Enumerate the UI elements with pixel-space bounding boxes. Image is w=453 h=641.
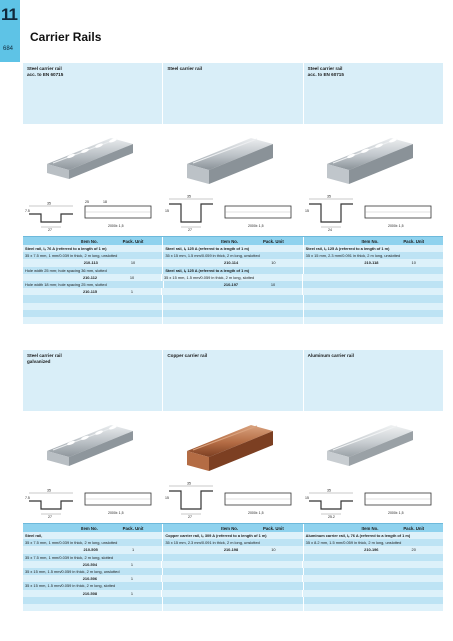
item-cell <box>164 281 303 288</box>
pack-unit: 1 <box>130 576 134 582</box>
description-cell <box>304 554 443 561</box>
item-no-header: Item No. <box>361 238 379 244</box>
product-image-cell <box>163 124 303 236</box>
product-header <box>163 63 303 124</box>
page-title: Carrier Rails <box>30 30 102 44</box>
rail-drawing <box>165 192 297 232</box>
dimension-height: 15 <box>305 209 309 213</box>
item-cell <box>163 546 303 553</box>
product-finish: galvanized <box>27 359 51 364</box>
description-cell: 35 x 7.5 mm, 1 mm/0.039 in thick, 2 m long, slotted <box>23 554 163 561</box>
description-cell <box>304 310 443 317</box>
dimension-hole: 18 <box>103 200 107 204</box>
table-row <box>23 245 443 252</box>
item-cell <box>23 288 162 295</box>
table-row <box>23 568 443 575</box>
dimension-inner: 27 <box>188 515 192 519</box>
item-number: 210-197 <box>223 281 239 287</box>
rail-drawing <box>25 192 157 232</box>
dimension-width: 35 <box>47 488 51 493</box>
pack-unit-header: Pack. Unit <box>122 525 144 531</box>
dimension-length: 2000± 1,5 <box>388 511 404 515</box>
description-cell: Steel rail, Iₛ 76 A (referred to a length of 1 m) <box>23 245 163 252</box>
item-cell <box>23 259 163 266</box>
item-cell <box>23 575 162 582</box>
item-cell <box>304 546 443 553</box>
product-table <box>23 245 443 324</box>
dimension-height: 7.5 <box>25 496 30 500</box>
description-cell: Copper carrier rail, Iₛ 309 A (referred to a length of 1 m) <box>163 532 303 539</box>
product-image-row <box>23 124 443 236</box>
product-standard: acc. to EN 60715 <box>27 72 64 77</box>
item-cell <box>23 546 163 553</box>
item-number: 210-118 <box>364 260 379 266</box>
rail-photo <box>181 417 277 473</box>
item-number: 210-113 <box>83 260 98 266</box>
item-cell <box>23 274 162 281</box>
description-cell: Hole width 25 mm; hole spacing 36 mm, slotted <box>23 267 163 274</box>
description-cell <box>163 295 303 302</box>
description-cell <box>162 561 303 568</box>
rail-photo <box>321 130 417 186</box>
pack-unit-header: Pack. Unit <box>262 525 284 531</box>
table-row <box>23 317 443 324</box>
description-cell: Steel rail, Iₛ 125 A (referred to a length of 1 m) <box>163 245 303 252</box>
product-header <box>23 63 163 124</box>
product-image-cell <box>303 124 443 236</box>
item-number: 210-112 <box>82 274 98 280</box>
table-row <box>23 539 443 546</box>
pack-unit: 1 <box>130 561 134 567</box>
description-cell: Hole width 18 mm; hole spacing 25 mm, slotted <box>23 281 164 288</box>
item-number: 210-505 <box>83 547 98 553</box>
pack-unit: 10 <box>270 281 276 287</box>
table-row <box>23 554 443 561</box>
product-header <box>304 350 443 411</box>
dimension-inner: 24 <box>328 228 332 232</box>
description-cell <box>303 288 443 295</box>
product-image-cell <box>303 411 443 523</box>
pack-unit: 1 <box>130 289 134 295</box>
pack-unit: 20 <box>411 547 416 553</box>
product-image-row <box>23 411 443 523</box>
profile-outline <box>309 204 353 222</box>
product-standard: acc. to EN 60715 <box>307 72 344 77</box>
product-table <box>23 532 443 611</box>
description-cell <box>304 597 443 604</box>
description-cell: 35 x 15 mm, 1.5 mm/0.059 in thick, 2 m long, slotted <box>23 582 163 589</box>
product-name: Steel carrier rail <box>307 66 343 71</box>
description-cell <box>23 303 163 310</box>
product-section-1 <box>23 63 443 324</box>
table-row <box>23 274 443 281</box>
item-no-header: Item No. <box>80 238 98 244</box>
dimension-width: 35 <box>47 201 51 206</box>
description-cell <box>304 267 443 274</box>
product-name: Steel carrier rail <box>27 353 62 358</box>
dimension-height: 15 <box>305 496 309 500</box>
rail-photo <box>41 417 137 473</box>
description-cell: 35 x 8.2 mm, 1.5 mm/0.059 in thick, 2 m long, unslotted <box>305 540 402 546</box>
description-cell: Steel rail, <box>23 532 163 539</box>
profile-outline <box>169 491 213 509</box>
pack-unit-header: Pack. Unit <box>403 525 425 531</box>
dimension-length: 2000± 1,5 <box>108 511 124 515</box>
dimension-height: 7.5 <box>25 209 30 213</box>
rail-photo <box>181 130 277 186</box>
rail-drawing <box>305 479 437 519</box>
description-cell: Aluminum carrier rail, Iₛ 76 A (referred to a length of 1 m) <box>305 533 411 538</box>
dimension-height: 15 <box>165 496 169 500</box>
product-header <box>304 63 443 124</box>
table-row <box>23 532 443 539</box>
description-cell <box>163 317 303 324</box>
description-cell <box>304 604 443 611</box>
description-cell <box>162 590 303 597</box>
item-number: 210-114 <box>224 260 239 266</box>
dimension-length: 2000± 1,5 <box>248 511 264 515</box>
table-row <box>23 288 443 295</box>
item-number: 210-504 <box>82 561 98 567</box>
dimension-width: 35 <box>327 488 331 493</box>
item-no-header: Item No. <box>221 525 239 531</box>
pack-unit-header: Pack. Unit <box>122 238 144 244</box>
item-cell <box>23 590 162 597</box>
pack-unit: 10 <box>271 547 276 553</box>
pack-unit: 10 <box>129 274 135 280</box>
item-number: 210-196 <box>364 547 379 553</box>
dimension-inner: 27 <box>48 228 52 232</box>
product-header <box>163 350 303 411</box>
description-cell <box>304 295 443 302</box>
rail-drawing <box>165 479 297 519</box>
description-cell <box>163 568 303 575</box>
description-cell <box>162 288 303 295</box>
product-name: Steel carrier rail <box>27 66 62 71</box>
item-number: 210-198 <box>223 547 239 553</box>
table-row <box>23 546 443 553</box>
table-row <box>23 590 443 597</box>
product-image-cell <box>163 411 303 523</box>
dimension-length: 2000± 1,5 <box>388 224 404 228</box>
description-cell: 35 x 15 mm, 1.5 mm/0.059 in thick, 2 m long, unslotted <box>163 252 303 259</box>
table-row <box>23 281 443 288</box>
rail-drawing <box>305 192 437 232</box>
product-image-cell <box>23 124 163 236</box>
description-cell <box>162 575 303 582</box>
description-cell <box>163 310 303 317</box>
item-no-header: Item No. <box>80 525 98 531</box>
column-header-row <box>23 236 443 245</box>
table-row <box>23 252 443 259</box>
product-name: Copper carrier rail <box>167 353 208 358</box>
product-name: Steel carrier rail <box>167 66 203 71</box>
table-row <box>23 259 443 266</box>
item-number: 210-506 <box>82 576 98 582</box>
product-header <box>23 350 163 411</box>
dimension-length: 2000± 1,5 <box>108 224 124 228</box>
rail-photo <box>41 130 137 186</box>
item-number: 210-115 <box>82 289 98 295</box>
item-no-header: Item No. <box>361 525 379 531</box>
description-cell <box>304 582 443 589</box>
description-cell <box>23 317 163 324</box>
rail-photo <box>321 417 417 473</box>
description-cell <box>163 597 303 604</box>
description-cell <box>304 568 443 575</box>
description-cell <box>23 597 163 604</box>
description-cell <box>304 303 443 310</box>
table-row <box>23 267 443 274</box>
table-row <box>23 597 443 604</box>
description-cell <box>303 281 443 288</box>
table-row <box>23 295 443 302</box>
pack-unit: 10 <box>271 260 276 266</box>
description-cell: Steel rail, Iₛ 125 A (referred to a length of 1 m) <box>305 246 390 251</box>
dimension-slot: 25 <box>85 200 89 204</box>
description-cell <box>23 310 163 317</box>
item-cell <box>304 259 443 266</box>
rail-drawing <box>25 479 157 519</box>
table-row <box>23 575 443 582</box>
pack-unit: 1 <box>130 590 134 596</box>
description-cell <box>23 295 163 302</box>
dimension-inner: 27 <box>48 515 52 519</box>
description-cell <box>303 561 443 568</box>
dimension-width: 35 <box>327 194 331 199</box>
dimension-inner: 27 <box>188 228 192 232</box>
description-cell <box>303 575 443 582</box>
description-cell: 35 x 7.5 mm, 1 mm/0.039 in thick, 2 m long, unslotted <box>23 252 163 259</box>
pack-unit: 1 <box>131 547 135 553</box>
product-header-row <box>23 350 443 411</box>
item-cell <box>23 561 162 568</box>
pack-unit-header: Pack. Unit <box>262 238 284 244</box>
dimension-width: 35 <box>187 481 191 486</box>
pack-unit: 10 <box>411 260 416 266</box>
item-number: 210-508 <box>82 590 98 596</box>
chapter-number: 11 <box>1 5 17 24</box>
table-row <box>23 582 443 589</box>
product-section-2 <box>23 350 443 611</box>
description-cell: 35 x 15 mm, 2.3 mm/0.091 in thick, 2 m long, unslotted <box>305 253 401 259</box>
item-no-header: Item No. <box>221 238 239 244</box>
description-cell: 35 x 7.5 mm, 1 mm/0.039 in thick, 2 m long, unslotted <box>23 539 163 546</box>
item-cell <box>163 259 303 266</box>
description-cell <box>304 317 443 324</box>
product-name: Aluminum carrier rail <box>307 353 354 358</box>
description-cell: 35 x 15 mm, 1.5 mm/0.059 in thick, 2 m long, unslotted <box>23 568 163 575</box>
description-cell <box>163 604 303 611</box>
profile-outline <box>309 501 353 509</box>
dimension-inner: 25.2 <box>328 515 335 519</box>
description-cell <box>163 303 303 310</box>
product-image-cell <box>23 411 163 523</box>
profile-outline <box>169 204 213 222</box>
dimension-width: 35 <box>187 194 191 199</box>
description-cell <box>303 274 443 281</box>
description-cell <box>163 582 303 589</box>
column-header-row <box>23 523 443 532</box>
dimension-height: 15 <box>165 209 169 213</box>
description-cell: 35 x 15 mm, 1.5 mm/0.059 in thick, 2 m long, slotted <box>162 274 303 281</box>
table-row <box>23 561 443 568</box>
pack-unit-header: Pack. Unit <box>403 238 425 244</box>
pack-unit: 10 <box>130 260 136 266</box>
description-cell: 35 x 15 mm, 2.3 mm/0.091 in thick, 2 m long, unslotted <box>163 539 303 546</box>
description-cell <box>303 590 443 597</box>
table-row <box>23 303 443 310</box>
product-header-row <box>23 63 443 124</box>
description-cell: Steel rail, Iₛ 125 A (referred to a length of 1 m) <box>163 267 303 274</box>
profile-outline <box>29 214 73 222</box>
description-cell <box>163 554 303 561</box>
table-row <box>23 310 443 317</box>
page-number: 684 <box>3 46 14 52</box>
table-row <box>23 604 443 611</box>
description-cell <box>23 604 163 611</box>
profile-outline <box>29 501 73 509</box>
dimension-length: 2000± 1,5 <box>248 224 264 228</box>
